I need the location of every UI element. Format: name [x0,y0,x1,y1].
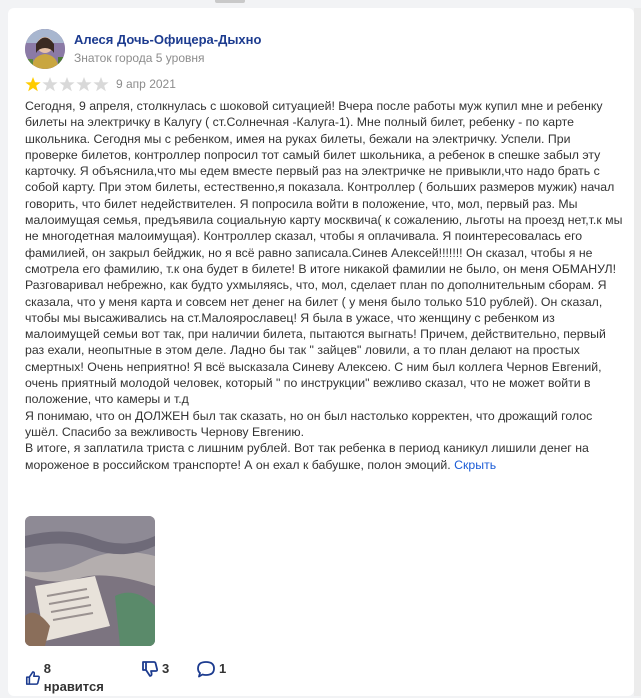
review-paragraph-text: В итоге, я заплатила триста с лишним рублей. Вот так ребенка в период каникул лишили денег на мороженое в российском транспорте! А он ехал к бабушке, полон эмоций. [25,441,593,472]
dislike-button[interactable] [141,660,169,678]
review-text [25,98,625,473]
previous-card-edge [215,0,245,3]
author-level: Знаток города 5 уровня [74,51,205,65]
star-icon [25,77,40,91]
star-icon [59,77,74,91]
stars-svg [25,75,113,93]
avatar-photo [25,29,65,69]
comments-button[interactable] [196,660,226,678]
review-paragraph [25,440,625,473]
scrollbar[interactable] [634,8,641,696]
comments-count: 1 [219,661,227,676]
review-photo[interactable] [25,516,155,646]
star-icon [93,77,108,91]
star-icon [76,77,91,91]
thumb-down-icon [141,660,159,678]
rating-stars [25,75,113,93]
photo-image [25,516,155,646]
review-card [8,8,634,696]
review-paragraph: Сегодня, 9 апреля, столкнулась с шоковой ситуацией! Вчера после работы муж купил мне и ребенку билеты на электричку в Калугу ( ст.Солнечная -Калуга-1). Мне полный билет, ребенку - по карте школьника. Сегодня мы с ребенком, имея на руках билеты, бежали на электричку. Успели. При проверке билетов, контроллер попросил тот самый билет школьника, а ребенок в спешке забыл эту карточку. Я объяснила,что мы едем вместе первый раз на электричке не привыкли,что надо брать с собой карту. При этом билеты, естественно,я показала. Контроллер ( больших размеров мужик) начал говорить, что билет недействителен. Я попросила войти в положение, что, мол, первый раз. Мы малоимущая семья, предъявила социальную карту москвича( к сожалению, льготы на проезд нет,т.к мы не многодетная малоимущая). Контроллер сказал, чтобы я оплачивала. Я поинтересовалась его фамилией, он закрыл бейджик, но я всё равно записала.Синев Алексей!!!!!!! Он сказал, чтобы я не смотрела его фамилию, т.к она будет в билете! В итоге никакой фамилии не было, он меня ОБМАНУЛ! Разговаривал небрежно, как будто ухмыляясь, что, мол, сделает план по дополнительным сборам. Я сказала, что у меня карта и совсем нет денег на билет ( у меня было только 510 рублей). Он сказал, чтобы мы высаживались на ст.Малоярославец! Я была в ужасе, что женщину с ребенком из малоимущей семьи вот так, при наличии билета, пытаются выгнать! Причем, действительно, первый раз ехали, неопытные в этом деле. Ладно бы так " зайцев" ловили, а то план делают на простых смертных! Очень неприятно! Я всё высказала Синеву Алексею. С ним был коллега Чернов Евгений, очень приятный молодой человек, который " по инструкции" вежливо сказал, что не может войти в положение, что камеры и т.д [25,99,626,407]
review-paragraph: Я понимаю, что он ДОЛЖЕН был так сказать, но он был настолько корректен, что дрожащий голос ушёл. Спасибо за вежливость Чернову Евгению. [25,408,596,439]
collapse-link[interactable]: Скрыть [454,457,497,472]
author-name[interactable]: Алеся Дочь-Офицера-Дыхно [74,32,262,47]
likes-label: 8 нравится [43,661,104,694]
review-date: 9 апр 2021 [116,77,176,91]
like-button[interactable] [25,660,106,696]
star-icon [42,77,57,91]
avatar[interactable] [25,29,65,69]
thumb-up-icon [25,669,41,687]
dislikes-count: 3 [162,661,170,676]
speech-bubble-icon [196,660,216,678]
